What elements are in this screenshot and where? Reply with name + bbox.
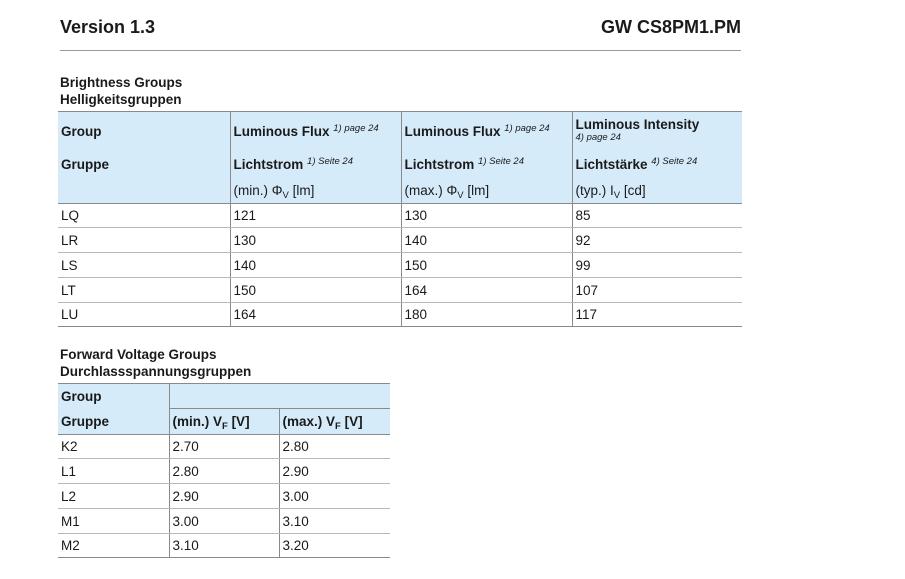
- table-row: L2 2.90 3.00: [58, 484, 390, 509]
- brightness-table: [58, 111, 742, 327]
- brightness-header-flux-max-en: Luminous Flux $^{1) page 24}$: [401, 112, 572, 152]
- table-row: LT 150 164 107: [58, 278, 742, 303]
- brightness-header-unit-empty: [58, 178, 230, 204]
- document-id: GW CS8PM1.PM: [600, 17, 741, 37]
- voltage-header-group-en: Group: [58, 384, 169, 409]
- version-label: Version 1.3: [60, 17, 156, 37]
- table-row: LQ 121 130 85: [58, 204, 742, 228]
- brightness-header-flux-min-de: Lichtstrom $^{1) Seite 24}$: [230, 152, 401, 178]
- table-row: L1 2.80 2.90: [58, 459, 390, 484]
- brightness-header-intensity-de: Lichtstärke $^{4) Seite 24}$: [572, 152, 742, 178]
- voltage-table: [58, 383, 390, 558]
- table-row: LR 130 140 92: [58, 228, 742, 253]
- table-row: LU 164 180 117: [58, 303, 742, 327]
- brightness-header-unit-intensity: (typ.) $I_V$ [cd]: [572, 178, 742, 204]
- table-row: M1 3.00 3.10: [58, 509, 390, 534]
- brightness-title: [60, 74, 182, 108]
- brightness-header-flux-min-en: Luminous Flux $^{1) page 24}$: [230, 112, 401, 152]
- table-row: K2 2.70 2.80: [58, 435, 390, 459]
- page-header: [60, 14, 741, 51]
- table-row: LS 140 150 99: [58, 253, 742, 278]
- brightness-header-intensity-en: Luminous Intensity 4) page 24: [572, 112, 742, 152]
- voltage-title-de: Durchlassspannungsgruppen: [60, 364, 252, 379]
- voltage-header-group-de: Gruppe: [58, 409, 169, 435]
- voltage-header-empty: [169, 384, 390, 409]
- voltage-header-vf-max: (max.) $V_F$ [V]: [279, 409, 390, 435]
- brightness-header-unit-flux-max: (max.) $\Phi_V$ [lm]: [401, 178, 572, 204]
- brightness-title-en: Brightness Groups: [60, 75, 183, 90]
- table-row: M2 3.10 3.20: [58, 534, 390, 558]
- brightness-title-de: Helligkeitsgruppen: [60, 92, 182, 107]
- brightness-header-group-de: Gruppe: [58, 152, 230, 178]
- voltage-header-vf-min: (min.) $V_F$ [V]: [169, 409, 279, 435]
- brightness-header-unit-flux-min: (min.) $\Phi_V$ [lm]: [230, 178, 401, 204]
- voltage-title: [60, 346, 251, 380]
- voltage-title-en: Forward Voltage Groups: [60, 347, 217, 362]
- brightness-header-flux-max-de: Lichtstrom $^{1) Seite 24}$: [401, 152, 572, 178]
- brightness-header-group-en: Group: [58, 112, 230, 152]
